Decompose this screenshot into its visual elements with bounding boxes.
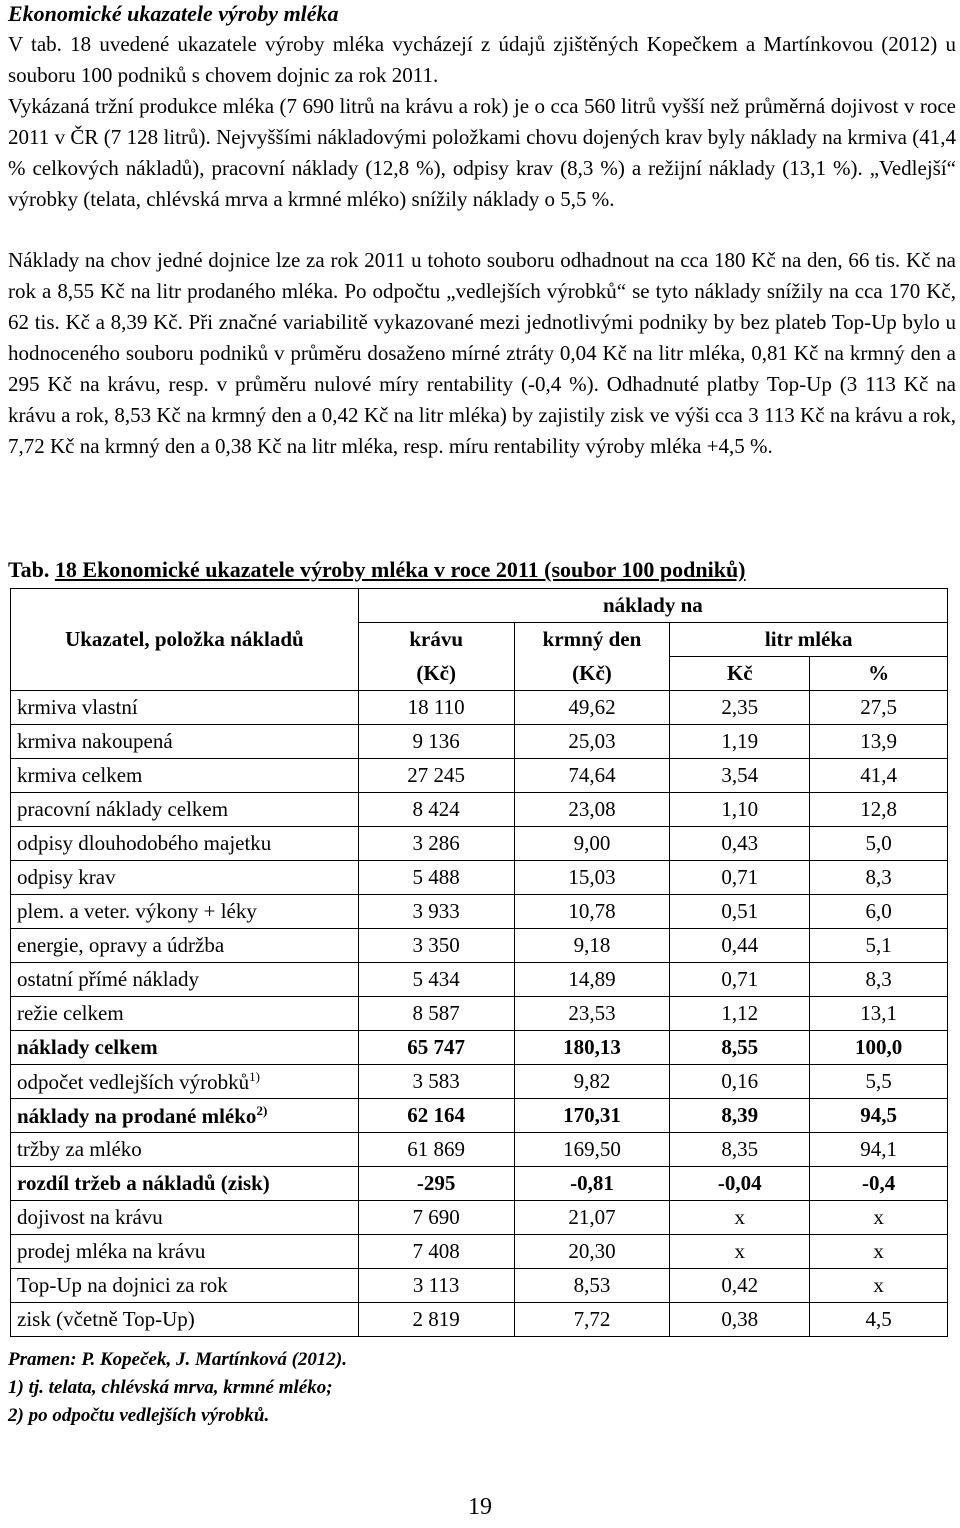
row-label [11,1269,359,1303]
cell-den: 20,30 [514,1235,670,1269]
cell-pct: -0,4 [810,1167,948,1201]
header-label: Ukazatel, položka nákladů [11,589,359,691]
row-label-text: rozdíl tržeb a nákladů (zisk) [17,1171,270,1195]
cell-krava: 7 408 [358,1235,514,1269]
row-label [11,1167,359,1201]
row-label [11,1303,359,1337]
table-row [11,1303,948,1337]
header-litr-kc: Kč [670,657,810,691]
cell-pct: 94,5 [810,1099,948,1133]
row-label [11,1065,359,1099]
row-label-text: dojivost na krávu [17,1205,163,1229]
cell-krava: 2 819 [358,1303,514,1337]
table-row [11,725,948,759]
row-label-text: ostatní přímé náklady [17,967,199,991]
cell-pct: 4,5 [810,1303,948,1337]
cell-litr: 2,35 [670,691,810,725]
section-heading: Ekonomické ukazatele výroby mléka [8,1,339,26]
table-caption-title: 18 Ekonomické ukazatele výroby mléka v roce 2011 (soubor 100 podniků) [54,557,746,582]
cell-krava: 3 350 [358,929,514,963]
header-den-unit: (Kč) [514,657,670,691]
table-body [11,691,948,1337]
cell-krava: 5 488 [358,861,514,895]
cell-litr: 3,54 [670,759,810,793]
row-label-text: odpisy dlouhodobého majetku [17,831,272,855]
cell-krava: 3 113 [358,1269,514,1303]
cell-pct: 5,0 [810,827,948,861]
row-label-text: prodej mléka na krávu [17,1239,206,1263]
row-label-text: plem. a veter. výkony + léky [17,899,257,923]
row-label [11,1235,359,1269]
cell-den: 9,18 [514,929,670,963]
cell-litr: 0,42 [670,1269,810,1303]
cell-pct: 13,9 [810,725,948,759]
paragraph-intro: V tab. 18 uvedené ukazatele výroby mléka vycházejí z údajů zjištěných Kopečkem a Martínkovou (2012) u souboru 100 podniků s chovem dojnic za rok 2011. [8,32,956,87]
footnote-2: 2) po odpočtu vedlejších výrobků. [8,1405,270,1426]
row-label [11,895,359,929]
table-row [11,929,948,963]
cell-den: 14,89 [514,963,670,997]
row-label-text: režie celkem [17,1001,124,1025]
row-label [11,827,359,861]
table-row [11,861,948,895]
cell-pct: 100,0 [810,1031,948,1065]
cost-table [10,588,948,1337]
cell-krava: 27 245 [358,759,514,793]
table-row [11,1269,948,1303]
header-den: krmný den [514,623,670,657]
table-notes [8,1346,347,1430]
cell-pct: 94,1 [810,1133,948,1167]
cell-pct: 8,3 [810,963,948,997]
cell-den: 8,53 [514,1269,670,1303]
table-caption [8,556,746,584]
cell-litr: 8,55 [670,1031,810,1065]
cell-litr: 8,35 [670,1133,810,1167]
table-row [11,997,948,1031]
row-label [11,691,359,725]
cell-litr: 0,51 [670,895,810,929]
row-label [11,759,359,793]
row-label-text: odpočet vedlejších výrobků [17,1069,250,1094]
row-label [11,963,359,997]
table-row [11,895,948,929]
cell-pct: 27,5 [810,691,948,725]
cell-den: -0,81 [514,1167,670,1201]
cell-litr: x [670,1235,810,1269]
cell-pct: 5,1 [810,929,948,963]
row-label [11,997,359,1031]
cell-den: 23,53 [514,997,670,1031]
cell-krava: 7 690 [358,1201,514,1235]
table-row [11,1031,948,1065]
paragraph-costs: Vykázaná tržní produkce mléka (7 690 litrů na krávu a rok) je o cca 560 litrů vyšší než průměrná dojivost v roce 2011 v ČR (7 128 litrů). Nejvyššími nákladovými položkami chovu dojených krav byly náklady na krmiva (41,4 % celkových nákladů), pracovní náklady (12,8 %), odpisy krav (8,3 %) a režijní náklady (13,1 %). „Vedlejší“ výrobky (telata, chlévská mrva a krmné mléko) snížily náklady o 5,5 %. [8,94,956,211]
cell-den: 74,64 [514,759,670,793]
row-label-text: odpisy krav [17,865,116,889]
row-label-text: energie, opravy a údržba [17,933,225,957]
row-label-text: Top-Up na dojnici za rok [17,1273,228,1297]
footnote-1: 1) tj. telata, chlévská mrva, krmné mléko; [8,1377,333,1398]
table-row [11,1235,948,1269]
cell-litr: 1,12 [670,997,810,1031]
cell-krava: 62 164 [358,1099,514,1133]
row-label-text: krmiva celkem [17,763,143,787]
table-row [11,963,948,997]
paragraph-profitability: Náklady na chov jedné dojnice lze za rok 2011 u tohoto souboru odhadnout na cca 180 Kč na den, 66 tis. Kč na rok a 8,55 Kč na litr prodaného mléka. Po odpočtu „vedlejších výrobků“ se tyto náklady snížily na cca 170 Kč, 62 tis. Kč a 8,39 Kč. Při značné variabilitě vykazované mezi jednotlivými podniky by bez plateb Top-Up bylo u hodnoceného souboru podniků v průměru dosaženo mírné ztráty 0,04 Kč na litr mléka, 0,81 Kč na krmný den a 295 Kč na krávu, resp. v průměru nulové míry rentability (-0,4 %). Odhadnuté platby Top-Up (3 113 Kč na krávu a rok, 8,53 Kč na krmný den a 0,42 Kč na litr mléka) by zajistily zisk ve výši cca 3 113 Kč na krávu a rok, 7,72 Kč na krmný den a 0,38 Kč na litr mléka, resp. míru rentability výroby mléka +4,5 %. [8,248,956,458]
cell-pct: x [810,1235,948,1269]
header-group: náklady na [358,589,947,623]
cell-krava: -295 [358,1167,514,1201]
footnote-marker: 2) [256,1102,268,1118]
row-label [11,1133,359,1167]
cell-pct: 6,0 [810,895,948,929]
cell-litr: 0,71 [670,861,810,895]
cell-den: 21,07 [514,1201,670,1235]
cell-litr: x [670,1201,810,1235]
row-label-text: náklady na prodané mléko [17,1103,257,1128]
row-label [11,1201,359,1235]
source-note: Pramen: P. Kopeček, J. Martínková (2012). [8,1349,347,1370]
cell-den: 10,78 [514,895,670,929]
cell-krava: 5 434 [358,963,514,997]
cell-den: 7,72 [514,1303,670,1337]
cell-litr: 0,44 [670,929,810,963]
table-row [11,691,948,725]
cell-den: 169,50 [514,1133,670,1167]
row-label [11,929,359,963]
cell-pct: 8,3 [810,861,948,895]
cell-den: 170,31 [514,1099,670,1133]
cell-litr: -0,04 [670,1167,810,1201]
cell-den: 180,13 [514,1031,670,1065]
table-row [11,1167,948,1201]
cell-den: 23,08 [514,793,670,827]
cell-pct: x [810,1201,948,1235]
table-row [11,1201,948,1235]
footnote-marker: 1) [249,1068,260,1084]
row-label-text: krmiva vlastní [17,695,138,719]
cell-pct: 13,1 [810,997,948,1031]
cell-litr: 0,16 [670,1065,810,1099]
cell-litr: 0,38 [670,1303,810,1337]
table-row [11,1065,948,1099]
table-row [11,1133,948,1167]
row-label [11,1031,359,1065]
cell-pct: 41,4 [810,759,948,793]
table-row [11,1099,948,1133]
row-label [11,861,359,895]
table-caption-prefix: Tab. [8,557,50,582]
cell-den: 25,03 [514,725,670,759]
row-label-text: pracovní náklady celkem [17,797,229,821]
cell-krava: 3 583 [358,1065,514,1099]
header-litr: litr mléka [670,623,948,657]
cell-den: 9,00 [514,827,670,861]
row-label-text: náklady celkem [17,1035,158,1059]
cell-litr: 8,39 [670,1099,810,1133]
header-krava-unit: (Kč) [358,657,514,691]
cell-pct: 12,8 [810,793,948,827]
row-label-text: tržby za mléko [17,1137,142,1161]
cell-den: 15,03 [514,861,670,895]
cell-krava: 8 424 [358,793,514,827]
cell-krava: 61 869 [358,1133,514,1167]
header-litr-pct: % [810,657,948,691]
cell-krava: 8 587 [358,997,514,1031]
row-label [11,725,359,759]
cell-krava: 3 286 [358,827,514,861]
cell-krava: 18 110 [358,691,514,725]
row-label-text: zisk (včetně Top-Up) [17,1307,195,1331]
row-label [11,793,359,827]
cell-krava: 65 747 [358,1031,514,1065]
table-row [11,793,948,827]
table-row [11,759,948,793]
cell-litr: 1,10 [670,793,810,827]
cell-pct: 5,5 [810,1065,948,1099]
cell-krava: 3 933 [358,895,514,929]
page-number: 19 [468,1494,492,1520]
table-row [11,827,948,861]
cell-litr: 0,71 [670,963,810,997]
cell-litr: 0,43 [670,827,810,861]
header-krava: krávu [358,623,514,657]
cell-den: 49,62 [514,691,670,725]
row-label-text: krmiva nakoupená [17,729,173,753]
cell-den: 9,82 [514,1065,670,1099]
cell-pct: x [810,1269,948,1303]
cell-litr: 1,19 [670,725,810,759]
cell-krava: 9 136 [358,725,514,759]
row-label [11,1099,359,1133]
